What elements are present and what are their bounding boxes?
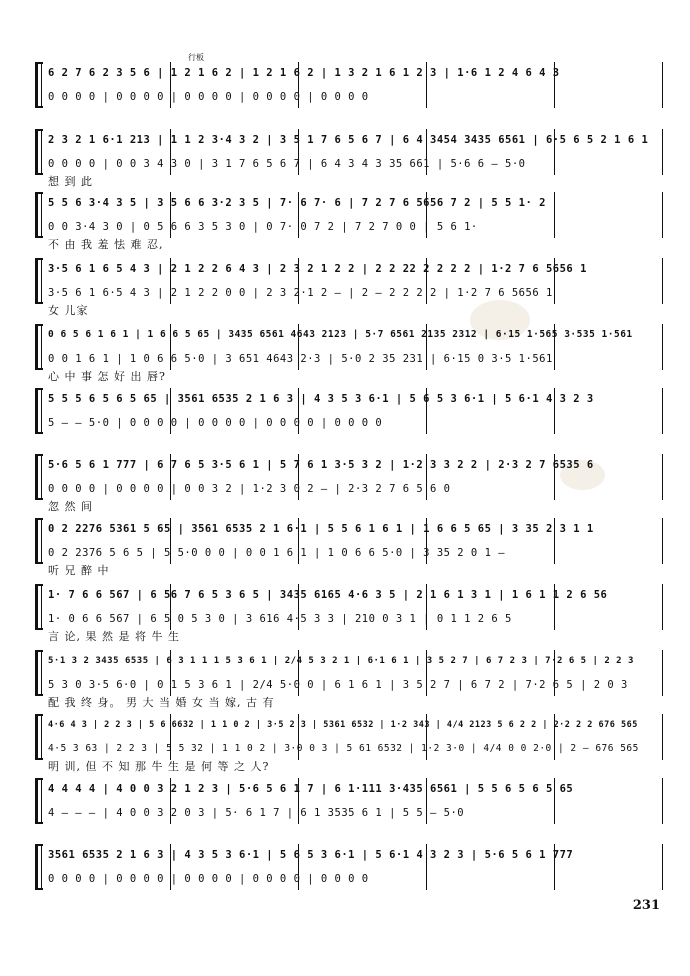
lower-part-notes: 0 2 2376 5 6 5 | 5 5·0 0 0 | 0 0 1 6 1 | 1 0 6 6 5·0 | 3 35 2 0 1 —	[48, 547, 506, 559]
system-bracket	[35, 518, 38, 564]
barline	[662, 844, 663, 890]
system-bracket	[35, 714, 38, 760]
upper-part-notes: 5·1 3 2 3435 6535 | 6 3 1 1 1 5 3 6 1 | 2/4 5 3 2 1 | 6·1 6 1 | 3 5 2 7 | 6 7 2 3 | 7·2 6 5 | 2 2 3	[48, 656, 634, 666]
system-bracket	[35, 778, 38, 824]
system-start-barline	[41, 518, 42, 564]
lyrics-line: 言 论, 果 然 是 将 牛 生	[48, 630, 180, 643]
system-start-barline	[41, 454, 42, 500]
barline	[662, 258, 663, 304]
lyrics-line: 女 儿家	[48, 304, 89, 317]
lower-part-notes: 1· 0 6 6 567 | 6 5 0 5 3 0 | 3 616 4·5 3 3 | 210 0 3 1 | 0 1 1 2 6 5	[48, 613, 512, 625]
system-bracket	[35, 192, 38, 238]
upper-part-notes: 4·6 4 3 | 2 2 3 | 5 6 6632 | 1 1 0 2 | 3·5 2 3 | 5361 6532 | 1·2 343 | 4/4 2123 5 6 2 2 | 2·2 2 2 676 565	[48, 720, 638, 730]
score-system	[44, 196, 666, 254]
lyrics-line	[48, 434, 660, 448]
upper-part-notes: 5 5 5 6 5 6 5 65 | 3561 6535 2 1 6 3 | 4 3 5 3 6·1 | 5 6 5 3 6·1 | 5 6·1 4 3 2 3	[48, 393, 594, 405]
barline	[662, 62, 663, 108]
lyrics-line: 听 兄 醉 中	[48, 564, 110, 577]
barline	[662, 129, 663, 175]
system-bracket	[35, 258, 38, 304]
score-system	[44, 262, 666, 320]
upper-part-notes: 3·5 6 1 6 5 4 3 | 2 1 2 2 6 4 3 | 2 3 2 1 2 2 | 2 2 22 2 2 2 2 | 1·2 7 6 5656 1	[48, 263, 587, 275]
lyrics-line	[48, 824, 660, 838]
upper-part-notes: 4 4 4 4 | 4 0 0 3 2 1 2 3 | 5·6 5 6 1 7 | 6 1·111 3·435 6561 | 5 5 6 5 6 5 65	[48, 783, 574, 795]
lower-part-notes: 0 0 1 6 1 | 1 0 6 6 5·0 | 3 651 4643 2·3 | 5·0 2 35 231 | 6·15 0 3·5 1·561	[48, 353, 553, 365]
lower-part-notes: 0 0 0 0 | 0 0 0 0 | 0 0 0 0 | 0 0 0 0 | 0 0 0 0	[48, 91, 369, 103]
lower-part-notes: 0 0 3·4 3 0 | 0 5 6 6 3 5 3 0 | 0 7· 0 7 2 | 7 2 7 0 0 | 5 6 1·	[48, 221, 478, 233]
system-bracket	[35, 62, 38, 108]
score-system	[44, 848, 666, 906]
upper-part-notes: 5·6 5 6 1 777 | 6 7 6 5 3·5 6 1 | 5 7 6 1 3·5 3 2 | 1·2 3 3 2 2 | 2·3 2 7 6535 6	[48, 459, 594, 471]
system-bracket	[35, 324, 38, 370]
lower-part-notes: 4·5 3 63 | 2 2 3 | 5 5 32 | 1 1 0 2 | 3·0 0 3 | 5 61 6532 | 1·2 3·0 | 4/4 0 0 2·0 | 2 — 676 565	[48, 743, 639, 754]
lower-part-notes: 5 — — 5·0 | 0 0 0 0 | 0 0 0 0 | 0 0 0 0 | 0 0 0 0	[48, 417, 383, 429]
system-start-barline	[41, 388, 42, 434]
score-system	[44, 328, 666, 386]
score-system	[44, 66, 666, 124]
system-bracket	[35, 388, 38, 434]
barline	[662, 778, 663, 824]
barline	[662, 324, 663, 370]
system-start-barline	[41, 778, 42, 824]
lower-part-notes: 0 0 0 0 | 0 0 0 0 | 0 0 3 2 | 1·2 3 0 2 — | 2·3 2 7 6 5 6 0	[48, 483, 451, 495]
system-start-barline	[41, 650, 42, 696]
upper-part-notes: 2 3 2 1 6·1 213 | 1 1 2 3·4 3 2 | 3 5 1 7 6 5 6 7 | 6 4 3454 3435 6561 | 6·5 6 5 2 1 6 1	[48, 134, 649, 146]
system-start-barline	[41, 129, 42, 175]
score-system	[44, 782, 666, 840]
upper-part-notes: 6 2 7 6 2 3 5 6 | 1 2 1 6 2 | 1 2 1 6 2 | 1 3 2 1 6 1 2 3 | 1·6 1 2 4 6 4 3	[48, 67, 560, 79]
lyrics-line: 配 我 终 身。 男 大 当 婚 女 当 嫁, 古 有	[48, 696, 275, 709]
upper-part-notes: 0 2 2276 5361 5 65 | 3561 6535 2 1 6·1 | 5 5 6 1 6 1 | 1 6 6 5 65 | 3 35 2 3 1 1	[48, 523, 594, 535]
score-system	[44, 718, 666, 776]
barline	[662, 714, 663, 760]
upper-part-notes: 5 5 6 3·4 3 5 | 3 5 6 6 3·2 3 5 | 7· 6 7· 6 | 7 2 7 6 5656 7 2 | 5 5 1· 2	[48, 197, 546, 209]
system-start-barline	[41, 324, 42, 370]
barline	[662, 518, 663, 564]
lower-part-notes: 5 3 0 3·5 6·0 | 0 1 5 3 6 1 | 2/4 5·0 0 | 6 1 6 1 | 3 5 2 7 | 6 7 2 | 7·2 6 5 | 2 0 3	[48, 679, 628, 691]
lyrics-line: 想 到 此	[48, 175, 93, 188]
lyrics-line	[48, 890, 660, 904]
barline	[662, 650, 663, 696]
lyrics-line: 不 由 我 羞 怯 难 忍,	[48, 238, 164, 251]
score-system	[44, 133, 666, 191]
lower-part-notes: 4 — — — | 4 0 0 3 2 0 3 | 5· 6 1 7 | 6 1 3535 6 1 | 5 5 — 5·0	[48, 807, 465, 819]
system-bracket	[35, 584, 38, 630]
lower-part-notes: 0 0 0 0 | 0 0 3 4 3 0 | 3 1 7 6 5 6 7 | 6 4 3 4 3 35 661 | 5·6 6 — 5·0	[48, 158, 526, 170]
score-system	[44, 458, 666, 516]
barline	[662, 584, 663, 630]
system-start-barline	[41, 584, 42, 630]
lower-part-notes: 0 0 0 0 | 0 0 0 0 | 0 0 0 0 | 0 0 0 0 | 0 0 0 0	[48, 873, 369, 885]
page-number: 231	[632, 898, 660, 913]
score-system	[44, 522, 666, 580]
system-start-barline	[41, 192, 42, 238]
system-bracket	[35, 454, 38, 500]
lyrics-line: 忽 然 间	[48, 500, 93, 513]
system-start-barline	[41, 258, 42, 304]
system-start-barline	[41, 62, 42, 108]
tempo-marking: 行板	[188, 53, 204, 62]
lyrics-line	[48, 108, 660, 122]
system-bracket	[35, 650, 38, 696]
barline	[662, 454, 663, 500]
score-system	[44, 588, 666, 646]
barline	[662, 192, 663, 238]
score-system	[44, 392, 666, 450]
score-system	[44, 654, 666, 712]
lower-part-notes: 3·5 6 1 6·5 4 3 | 2 1 2 2 0 0 | 2 3 2·1 2 — | 2 — 2 2 2 2 | 1·2 7 6 5656 1	[48, 287, 553, 299]
system-bracket	[35, 129, 38, 175]
system-start-barline	[41, 714, 42, 760]
upper-part-notes: 3561 6535 2 1 6 3 | 4 3 5 3 6·1 | 5 6 5 3 6·1 | 5 6·1 4 3 2 3 | 5·6 5 6 1 777	[48, 849, 574, 861]
barline	[662, 388, 663, 434]
upper-part-notes: 1· 7 6 6 567 | 6 56 7 6 5 3 6 5 | 3435 6165 4·6 3 5 | 2 1 6 1 3 1 | 1 6 1 1 2 6 56	[48, 589, 608, 601]
lyrics-line: 明 训, 但 不 知 那 牛 生 是 何 等 之 人?	[48, 760, 270, 773]
system-start-barline	[41, 844, 42, 890]
lyrics-line: 心 中 事 怎 好 出 唇?	[48, 370, 166, 383]
system-bracket	[35, 844, 38, 890]
upper-part-notes: 0 6 5 6 1 6 1 | 1 6 6 5 65 | 3435 6561 4643 2123 | 5·7 6561 2135 2312 | 6·15 1·565 3·535 1·561	[48, 329, 633, 340]
